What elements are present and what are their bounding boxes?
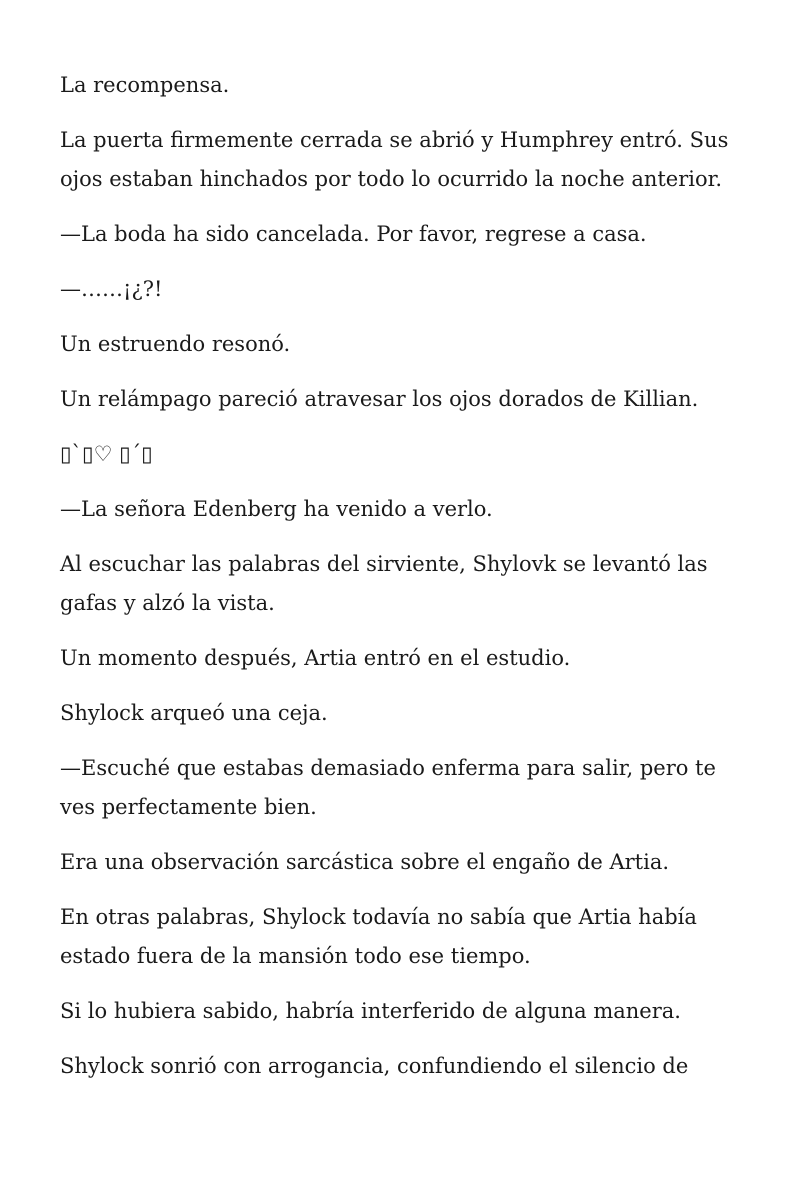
paragraph-16: Shylock sonrió con arrogancia, confundiendo el silencio de xyxy=(60,1054,689,1078)
paragraph-9: Al escuchar las palabras del sirviente, Shylovk se levantó las gafas y alzó la vista. xyxy=(60,552,708,615)
scene-break-ornament: ▯`▯♡ ▯´▯ xyxy=(60,442,153,466)
paragraph-8: —La señora Edenberg ha venido a verlo. xyxy=(60,497,493,521)
paragraph-6: Un relámpago pareció atravesar los ojos dorados de Killian. xyxy=(60,387,699,411)
paragraph-2: La puerta firmemente cerrada se abrió y Humphrey entró. Sus ojos estaban hinchados por todo lo ocurrido la noche anterior. xyxy=(60,128,729,191)
paragraph-12: —Escuché que estabas demasiado enferma para salir, pero te ves perfectamente bien. xyxy=(60,756,716,819)
paragraph-3: —La boda ha sido cancelada. Por favor, regrese a casa. xyxy=(60,222,647,246)
paragraph-10: Un momento después, Artia entró en el estudio. xyxy=(60,646,571,670)
paragraph-5: Un estruendo resonó. xyxy=(60,332,291,356)
paragraph-15: Si lo hubiera sabido, habría interferido de alguna manera. xyxy=(60,999,681,1023)
paragraph-14: En otras palabras, Shylock todavía no sabía que Artia había estado fuera de la mansión todo ese tiempo. xyxy=(60,905,697,968)
paragraph-1: La recompensa. xyxy=(60,73,230,97)
paragraph-13: Era una observación sarcástica sobre el engaño de Artia. xyxy=(60,850,670,874)
paragraph-11: Shylock arqueó una ceja. xyxy=(60,701,328,725)
paragraph-4: —……¡¿?! xyxy=(60,277,163,301)
